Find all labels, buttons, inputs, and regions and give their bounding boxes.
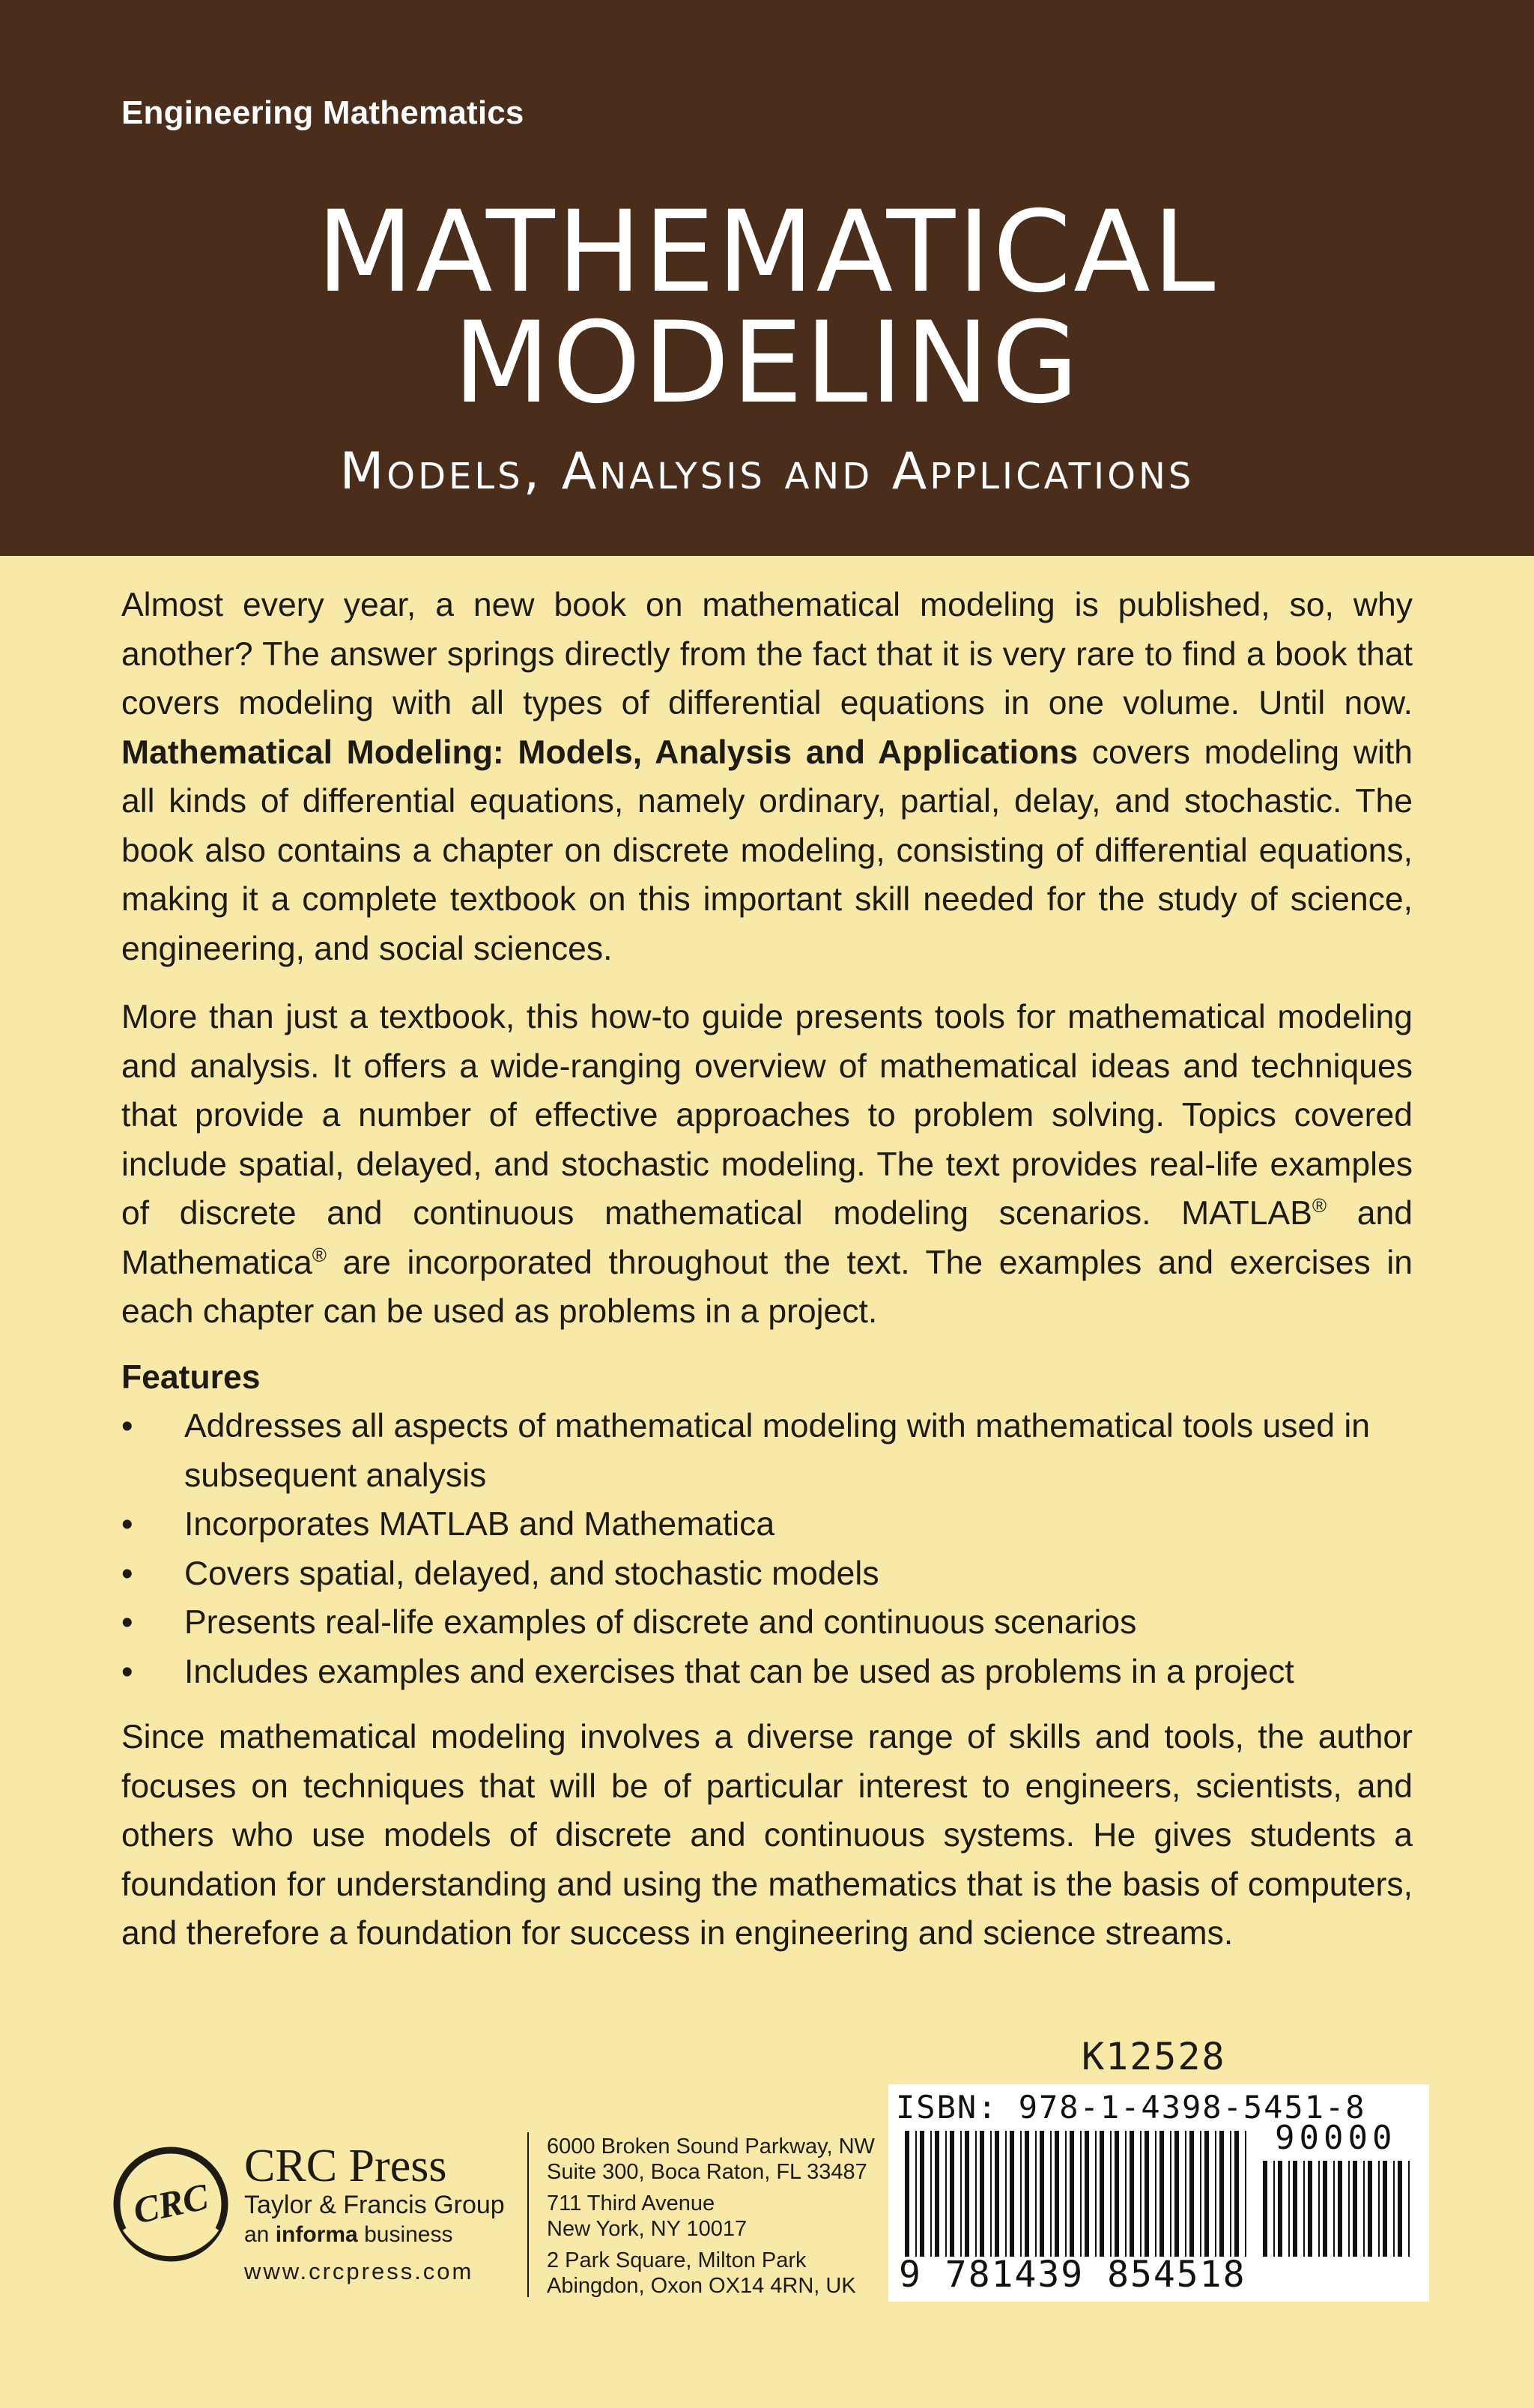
barcode-bar (1115, 2131, 1119, 2257)
barcode-bar (1055, 2131, 1059, 2257)
barcode-bar (1080, 2131, 1082, 2257)
barcode-bar (1070, 2131, 1074, 2257)
barcode-bar (1293, 2161, 1297, 2257)
barcode-bar (1085, 2131, 1089, 2257)
feature-text: Includes examples and exercises that can be used as problems in a project (184, 1653, 1294, 1690)
barcode-bars-addon (1263, 2161, 1413, 2257)
barcode-bar (1185, 2131, 1186, 2257)
bullet: • (121, 1653, 133, 1690)
barcode-bar (1303, 2161, 1305, 2257)
barcode-bar (1278, 2161, 1282, 2257)
barcode-bar (1273, 2161, 1275, 2257)
barcode-bar (1110, 2131, 1112, 2257)
publisher-informa-line (244, 2222, 452, 2248)
bullet: • (121, 1408, 133, 1445)
barcode-bar (1095, 2131, 1097, 2257)
address-uk (547, 2248, 856, 2299)
barcode-bar (1174, 2131, 1179, 2257)
paragraph-intro-text-1: Almost every year, a new book on mathematical modeling is published, so, why another? The answer springs directly from the fact that it is very rare to find a book that covers modeling with all types of differential equations in one volume. Until now. (121, 587, 1413, 722)
barcode-digits: 9 781439 854518 (899, 2254, 1246, 2296)
feature-text: Covers spatial, delayed, and stochastic models (184, 1555, 879, 1592)
publisher-website: www.crcpress.com (244, 2258, 474, 2284)
feature-item (121, 1402, 1413, 1500)
feature-text: Addresses all aspects of mathematical modeling with mathematical tools used in subsequent analysis (184, 1408, 1370, 1494)
title-line-1: MATHEMATICAL (316, 187, 1218, 318)
barcode-bar (945, 2131, 947, 2257)
product-code: K12528 (1082, 2035, 1226, 2078)
barcode-bar (1308, 2161, 1312, 2257)
barcode-bar (1025, 2131, 1029, 2257)
barcode-bar (1219, 2131, 1224, 2257)
paragraph-overview (121, 993, 1413, 1337)
barcode-bar (1338, 2161, 1342, 2257)
features-list (121, 1402, 1413, 1696)
barcode-bar (1189, 2131, 1194, 2257)
barcode-bar (905, 2131, 909, 2257)
barcode-bar (1050, 2131, 1052, 2257)
isbn-number: ISBN: 978-1-4398-5451-8 (896, 2089, 1366, 2126)
registered-mark: ® (312, 1243, 327, 1266)
barcode-bar (1288, 2161, 1290, 2257)
barcode-bar (1318, 2161, 1320, 2257)
features-heading: Features (121, 1358, 261, 1396)
barcode-bar (1333, 2161, 1335, 2257)
barcode-bar (1100, 2131, 1104, 2257)
barcode-bar (1263, 2161, 1267, 2257)
address-new-york (547, 2191, 747, 2242)
barcode-bar (1159, 2131, 1164, 2257)
address-line: New York, NY 10017 (547, 2217, 748, 2241)
barcode-bar (980, 2131, 984, 2257)
isbn-barcode (888, 2084, 1429, 2302)
paragraph-overview-text-3: are incorporated throughout the text. The examples and exercises in each chapter can be used as problems in a project. (121, 1244, 1413, 1330)
price-code: 90000 (1275, 2119, 1397, 2157)
barcode-bar (1353, 2161, 1357, 2257)
address-line: 2 Park Square, Milton Park (547, 2248, 807, 2272)
feature-item (121, 1598, 1413, 1648)
barcode-bar (1140, 2131, 1142, 2257)
barcode-bar (1020, 2131, 1022, 2257)
crc-logo-icon (111, 2144, 231, 2264)
publisher-group: Taylor & Francis Group (244, 2191, 505, 2219)
publisher-name: CRC Press (244, 2141, 447, 2191)
barcode-bar (1040, 2131, 1044, 2257)
title-line-2: MODELING (452, 298, 1081, 429)
barcode-bar (1155, 2131, 1156, 2257)
barcode-bar (990, 2131, 992, 2257)
barcode-bar (1145, 2131, 1149, 2257)
description-body (121, 581, 1413, 1958)
barcode-bar (930, 2131, 932, 2257)
barcode-bar (1005, 2131, 1007, 2257)
barcode-bar (1170, 2131, 1171, 2257)
book-title-bold: Mathematical Modeling: Models, Analysis and Applications (121, 733, 1079, 771)
header-band (0, 0, 1534, 556)
feature-item (121, 1500, 1413, 1549)
paragraph-overview-text-2: and Mathematica (121, 1195, 1413, 1281)
bullet: • (121, 1506, 133, 1543)
feature-item (121, 1549, 1413, 1599)
barcode-bar (1408, 2161, 1410, 2257)
informa-bold: informa (275, 2222, 358, 2247)
barcode-bar (1393, 2161, 1395, 2257)
paragraph-intro (121, 581, 1413, 973)
barcode-bar (950, 2131, 954, 2257)
barcode-bar (1204, 2131, 1209, 2257)
barcode-bar (1230, 2131, 1231, 2257)
barcode-bar (1323, 2161, 1327, 2257)
barcode-bar (965, 2131, 969, 2257)
address-line: Abingdon, Oxon OX14 4RN, UK (547, 2274, 856, 2298)
bullet: • (121, 1555, 133, 1592)
barcode-bar (1234, 2131, 1239, 2257)
barcode-bar (920, 2131, 924, 2257)
address-boca-raton (547, 2134, 875, 2185)
barcode-bar (1035, 2131, 1037, 2257)
barcode-bar (1348, 2161, 1350, 2257)
barcode-bar (1130, 2131, 1134, 2257)
paragraph-intro-text-2: covers modeling with all kinds of differential equations, namely ordinary, partial, delay, and stochastic. The book also contains a chapter on discrete modeling, consisting of differential equations, making it a complete textbook on this important skill needed for the study of science, engineering, and social sciences. (121, 733, 1413, 967)
barcode-bar (1383, 2161, 1387, 2257)
registered-mark: ® (1312, 1194, 1327, 1217)
barcode-bar (1200, 2131, 1201, 2257)
address-line: Suite 300, Boca Raton, FL 33487 (547, 2160, 867, 2184)
series-label: Engineering Mathematics (121, 94, 524, 131)
bullet: • (121, 1604, 133, 1641)
feature-text: Presents real-life examples of discrete and continuous scenarios (184, 1604, 1137, 1641)
feature-text: Incorporates MATLAB and Mathematica (184, 1506, 775, 1543)
barcode-bars-main (905, 2131, 1249, 2257)
informa-suffix: business (357, 2222, 453, 2247)
barcode-bar (1398, 2161, 1402, 2257)
subtitle: Models, Analysis and Applications (339, 442, 1195, 501)
barcode-bar (995, 2131, 999, 2257)
barcode-bar (1245, 2131, 1246, 2257)
barcode-bar (935, 2131, 939, 2257)
barcode-bar (1368, 2161, 1372, 2257)
informa-prefix: an (244, 2222, 276, 2247)
barcode-bar (915, 2131, 917, 2257)
barcode-bar (1065, 2131, 1067, 2257)
feature-item (121, 1648, 1413, 1697)
address-line: 6000 Broken Sound Parkway, NW (547, 2135, 875, 2159)
publisher-divider (527, 2132, 529, 2297)
barcode-bar (960, 2131, 962, 2257)
barcode-bar (1125, 2131, 1127, 2257)
barcode-bar (1010, 2131, 1014, 2257)
barcode-bar (1363, 2161, 1365, 2257)
barcode-bar (1378, 2161, 1380, 2257)
barcode-bar (1215, 2131, 1216, 2257)
address-line: 711 Third Avenue (547, 2191, 715, 2215)
paragraph-overview-text-1: More than just a textbook, this how-to guide presents tools for mathematical modeling and analysis. It offers a wide-ranging overview of mathematical ideas and techniques that provide a number of effective approaches to problem solving. Topics covered include spatial, delayed, and stochastic modeling. The text provides real-life examples of discrete and continuous mathematical modeling scenarios. MATLAB (121, 999, 1413, 1232)
paragraph-conclusion: Since mathematical modeling involves a diverse range of skills and tools, the author focuses on techniques that will be of particular interest to engineers, scientists, and others who use models of discrete and continuous systems. He gives students a foundation for understanding and using the mathematics that is the basis of computers, and therefore a foundation for success in engineering and science streams. (121, 1719, 1413, 1952)
barcode-bar (975, 2131, 977, 2257)
crc-logo-text: CRC (130, 2175, 212, 2232)
